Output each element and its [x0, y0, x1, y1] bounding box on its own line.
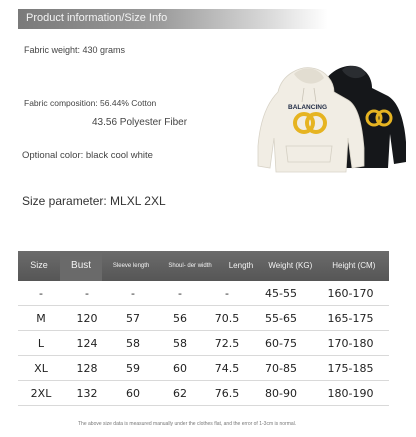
cell-shoulder: -: [178, 286, 182, 300]
cell-length: 72.5: [214, 336, 240, 350]
fabric-composition-polyester: 43.56 Polyester Fiber: [92, 117, 188, 128]
cell-height: 175-185: [327, 361, 374, 375]
header-shoulder-width: Shoul- der width: [168, 262, 212, 269]
table-row: [18, 356, 389, 381]
cell-size: -: [39, 286, 43, 300]
cell-shoulder: 60: [173, 361, 187, 375]
table-row: [18, 281, 389, 306]
cell-size: M: [36, 311, 46, 325]
cell-weight: 80-90: [265, 386, 297, 400]
size-table: [18, 251, 389, 406]
cell-shoulder: 62: [173, 386, 187, 400]
cell-height: 180-190: [327, 386, 374, 400]
cell-sleeve: 60: [126, 386, 140, 400]
cell-weight: 45-55: [265, 286, 297, 300]
table-row: [18, 381, 389, 406]
size-footnote: The above size data is measured manually under the clothes flat, and the error of 1-3cm is normal.: [78, 421, 297, 427]
cell-bust: 128: [76, 361, 98, 375]
cell-sleeve: -: [131, 286, 135, 300]
product-photo: [248, 58, 412, 176]
cell-height: 170-180: [327, 336, 374, 350]
cell-bust: 132: [76, 386, 98, 400]
cell-height: 165-175: [327, 311, 374, 325]
header-length: Length: [228, 260, 254, 270]
section-title: Product information/Size Info: [26, 12, 168, 24]
size-parameter: Size parameter: MLXL 2XL: [22, 194, 166, 208]
cell-bust: 124: [76, 336, 98, 350]
cell-shoulder: 58: [173, 336, 187, 350]
cell-length: -: [225, 286, 229, 300]
header-bust: Bust: [60, 251, 102, 281]
cell-height: 160-170: [327, 286, 374, 300]
size-table-header: [18, 251, 389, 281]
cell-weight: 55-65: [265, 311, 297, 325]
header-weight: Weight (KG): [268, 260, 313, 270]
header-size: Size: [30, 260, 48, 271]
cell-shoulder: 56: [173, 311, 187, 325]
table-row: [18, 306, 389, 331]
cell-size: 2XL: [30, 386, 52, 400]
table-row: [18, 331, 389, 356]
header-sleeve-length: Sleeve length: [112, 262, 150, 269]
cell-size: L: [37, 336, 45, 350]
cell-bust: 120: [76, 311, 98, 325]
header-height: Height (CM): [332, 260, 376, 270]
fabric-weight: Fabric weight: 430 grams: [24, 45, 126, 55]
fabric-composition: Fabric composition: 56.44% Cotton: [24, 98, 157, 108]
hoodie-print-text: BALANCING: [288, 104, 327, 111]
optional-color: Optional color: black cool white: [22, 150, 153, 161]
cell-size: XL: [34, 361, 48, 375]
cell-sleeve: 59: [126, 361, 140, 375]
section-header: [18, 9, 328, 29]
cell-weight: 60-75: [265, 336, 297, 350]
cell-length: 74.5: [214, 361, 240, 375]
cell-sleeve: 57: [126, 311, 140, 325]
cell-weight: 70-85: [265, 361, 297, 375]
cell-length: 70.5: [214, 311, 240, 325]
cell-bust: -: [85, 286, 89, 300]
cell-sleeve: 58: [126, 336, 140, 350]
cell-length: 76.5: [214, 386, 240, 400]
